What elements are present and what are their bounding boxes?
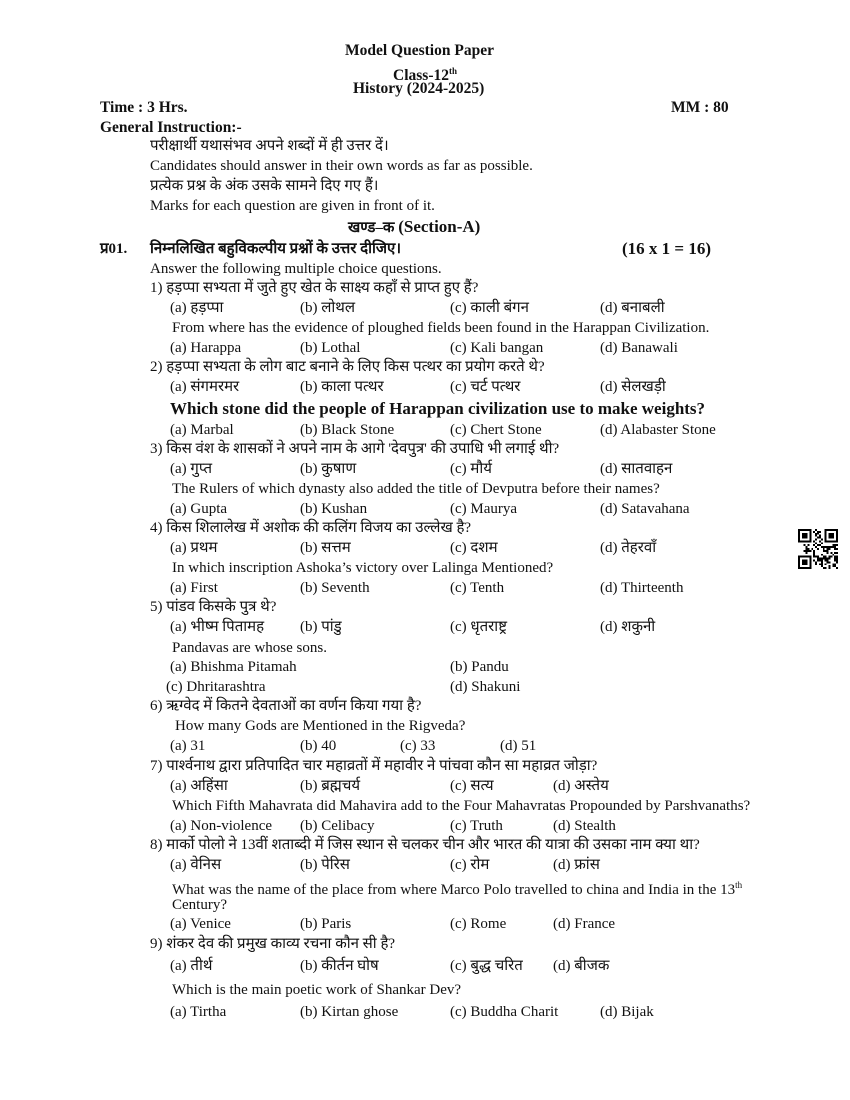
question-en-continued: Century? bbox=[172, 897, 227, 913]
option: (a) हड़प्पा bbox=[170, 300, 224, 316]
option: (a) 31 bbox=[170, 738, 206, 754]
option: (c) बुद्ध चरित bbox=[450, 958, 523, 974]
instructions-heading: General Instruction:- bbox=[100, 119, 242, 136]
option: (b) कीर्तन घोष bbox=[300, 958, 379, 974]
option: (b) Kushan bbox=[300, 501, 368, 517]
option: (c) Tenth bbox=[450, 580, 505, 596]
question-en: What was the name of the place from where Marco Polo travelled to china and India in the 13th bbox=[172, 880, 743, 898]
option: (d) France bbox=[553, 916, 616, 932]
option: (d) सेलखड़ी bbox=[600, 379, 666, 395]
option: (d) Alabaster Stone bbox=[600, 422, 716, 438]
option: (d) बनाबली bbox=[600, 300, 665, 316]
question-en: Pandavas are whose sons. bbox=[172, 640, 327, 656]
option: (d) Shakuni bbox=[450, 679, 521, 695]
option: (d) शकुनी bbox=[600, 619, 656, 635]
question-number: प्र01. bbox=[100, 241, 128, 257]
question-hi: 9) शंकर देव की प्रमुख काव्य रचना कौन सी है? bbox=[150, 936, 396, 952]
option: (a) Bhishma Pitamah bbox=[170, 659, 297, 675]
option: (d) Stealth bbox=[553, 818, 616, 834]
option: (d) Banawali bbox=[600, 340, 678, 356]
option: (b) Pandu bbox=[450, 659, 509, 675]
max-marks-label: MM : 80 bbox=[671, 99, 729, 116]
question-hi: 2) हड़प्पा सभ्यता के लोग बाट बनाने के लिए किस पत्थर का प्रयोग करते थे? bbox=[150, 359, 545, 375]
option: (c) सत्य bbox=[450, 778, 494, 794]
option: (c) मौर्य bbox=[450, 461, 492, 477]
question-en: The Rulers of which dynasty also added the title of Devputra before their names? bbox=[172, 481, 660, 497]
option: (b) Seventh bbox=[300, 580, 370, 596]
option: (b) काला पत्थर bbox=[300, 379, 384, 395]
question-en: How many Gods are Mentioned in the Rigveda? bbox=[175, 718, 466, 734]
option: (a) तीर्थ bbox=[170, 958, 213, 974]
option: (c) Dhritarashtra bbox=[166, 679, 266, 695]
question-hi: 7) पार्श्वनाथ द्वारा प्रतिपादित चार महाव्रतों में महावीर ने पांचवा कौन सा महाव्रत जोड़ा? bbox=[150, 758, 598, 774]
option: (d) बीजक bbox=[553, 958, 610, 974]
question-hi: 1) हड़प्पा सभ्यता में जुते हुए खेत के साक्ष्य कहाँ से प्राप्त हुए हैं? bbox=[150, 280, 479, 296]
option: (c) धृतराष्ट्र bbox=[450, 619, 507, 635]
question-hi: 6) ऋग्वेद में कितने देवताओं का वर्णन किया गया है? bbox=[150, 698, 422, 714]
option: (d) Thirteenth bbox=[600, 580, 684, 596]
question-en: From where has the evidence of ploughed fields been found in the Harappan Civilization. bbox=[172, 320, 710, 336]
qr-code bbox=[798, 528, 838, 570]
option: (a) प्रथम bbox=[170, 540, 218, 556]
option: (a) Venice bbox=[170, 916, 231, 932]
option: (b) Paris bbox=[300, 916, 352, 932]
instruction-line: परीक्षार्थी यथासंभव अपने शब्दों में ही उत्तर दें। bbox=[150, 138, 389, 154]
question-hi: 3) किस वंश के शासकों ने अपने नाम के आगे 'देवपुत्र' की उपाधि भी लगाई थी? bbox=[150, 441, 560, 457]
option: (a) संगमरमर bbox=[170, 379, 240, 395]
option: (d) सातवाहन bbox=[600, 461, 673, 477]
subject-label: History (2024-2025) bbox=[353, 80, 485, 97]
class-label: Class-12th bbox=[393, 66, 457, 85]
option: (c) Chert Stone bbox=[450, 422, 542, 438]
option: (d) अस्तेय bbox=[553, 778, 609, 794]
question-hi: 4) किस शिलालेख में अशोक की कलिंग विजय का उल्लेख है? bbox=[150, 520, 472, 536]
question-hi: 8) मार्को पोलो ने 13वीं शताब्दी में जिस स्थान से चलकर चीन और भारत की यात्रा की उसका नाम क्या था? bbox=[150, 837, 700, 853]
option: (c) 33 bbox=[400, 738, 436, 754]
option: (c) दशम bbox=[450, 540, 498, 556]
option: (a) Tirtha bbox=[170, 1004, 227, 1020]
option: (b) सत्तम bbox=[300, 540, 351, 556]
option: (a) First bbox=[170, 580, 218, 596]
option: (b) Kirtan ghose bbox=[300, 1004, 399, 1020]
option: (b) Celibacy bbox=[300, 818, 375, 834]
option: (a) गुप्त bbox=[170, 461, 213, 477]
question-hi: 5) पांडव किसके पुत्र थे? bbox=[150, 599, 277, 615]
option: (c) Kali bangan bbox=[450, 340, 544, 356]
option: (c) चर्ट पत्थर bbox=[450, 379, 521, 395]
option: (b) लोथल bbox=[300, 300, 356, 316]
instruction-line: Candidates should answer in their own words as far as possible. bbox=[150, 158, 533, 174]
option: (b) Lothal bbox=[300, 340, 361, 356]
option: (d) 51 bbox=[500, 738, 537, 754]
option: (a) Harappa bbox=[170, 340, 242, 356]
option: (d) फ्रांस bbox=[553, 857, 600, 873]
question-marks: (16 x 1 = 16) bbox=[622, 239, 712, 258]
option: (a) Marbal bbox=[170, 422, 234, 438]
option: (a) अहिंसा bbox=[170, 778, 228, 794]
option: (b) कुषाण bbox=[300, 461, 357, 477]
option: (b) Black Stone bbox=[300, 422, 395, 438]
option: (a) Gupta bbox=[170, 501, 228, 517]
question-en: Which is the main poetic work of Shankar Dev? bbox=[172, 982, 462, 998]
option: (c) Maurya bbox=[450, 501, 518, 517]
question-en: Which Fifth Mahavrata did Mahavira add to the Four Mahavratas Propounded by Parshvanaths? bbox=[172, 798, 751, 814]
paper-title: Model Question Paper bbox=[345, 42, 494, 59]
option: (d) तेहरवाँ bbox=[600, 540, 657, 556]
option: (c) रोम bbox=[450, 857, 490, 873]
option: (c) Truth bbox=[450, 818, 503, 834]
question-instruction-hi: निम्नलिखित बहुविकल्पीय प्रश्नों के उत्तर दीजिए। bbox=[150, 241, 402, 257]
question-en: Which stone did the people of Harappan civilization use to make weights? bbox=[170, 399, 706, 418]
option: (a) Non-violence bbox=[170, 818, 273, 834]
option: (b) 40 bbox=[300, 738, 337, 754]
option: (a) वेनिस bbox=[170, 857, 222, 873]
question-instruction-en: Answer the following multiple choice questions. bbox=[150, 261, 442, 277]
option: (c) Rome bbox=[450, 916, 507, 932]
section-heading: खण्ड–क (Section-A) bbox=[348, 217, 481, 236]
option: (d) Bijak bbox=[600, 1004, 654, 1020]
option: (d) Satavahana bbox=[600, 501, 690, 517]
option: (b) पांडु bbox=[300, 619, 342, 635]
option: (c) Buddha Charit bbox=[450, 1004, 559, 1020]
question-en: In which inscription Ashoka’s victory over Lalinga Mentioned? bbox=[172, 560, 554, 576]
instruction-line: प्रत्येक प्रश्न के अंक उसके सामने दिए गए हैं। bbox=[150, 178, 379, 194]
option: (b) पेरिस bbox=[300, 857, 350, 873]
time-label: Time : 3 Hrs. bbox=[100, 99, 188, 116]
instruction-line: Marks for each question are given in front of it. bbox=[150, 198, 435, 214]
option: (a) भीष्म पितामह bbox=[170, 619, 265, 635]
option: (c) काली बंगन bbox=[450, 300, 529, 316]
option: (b) ब्रह्मचर्य bbox=[300, 778, 361, 794]
